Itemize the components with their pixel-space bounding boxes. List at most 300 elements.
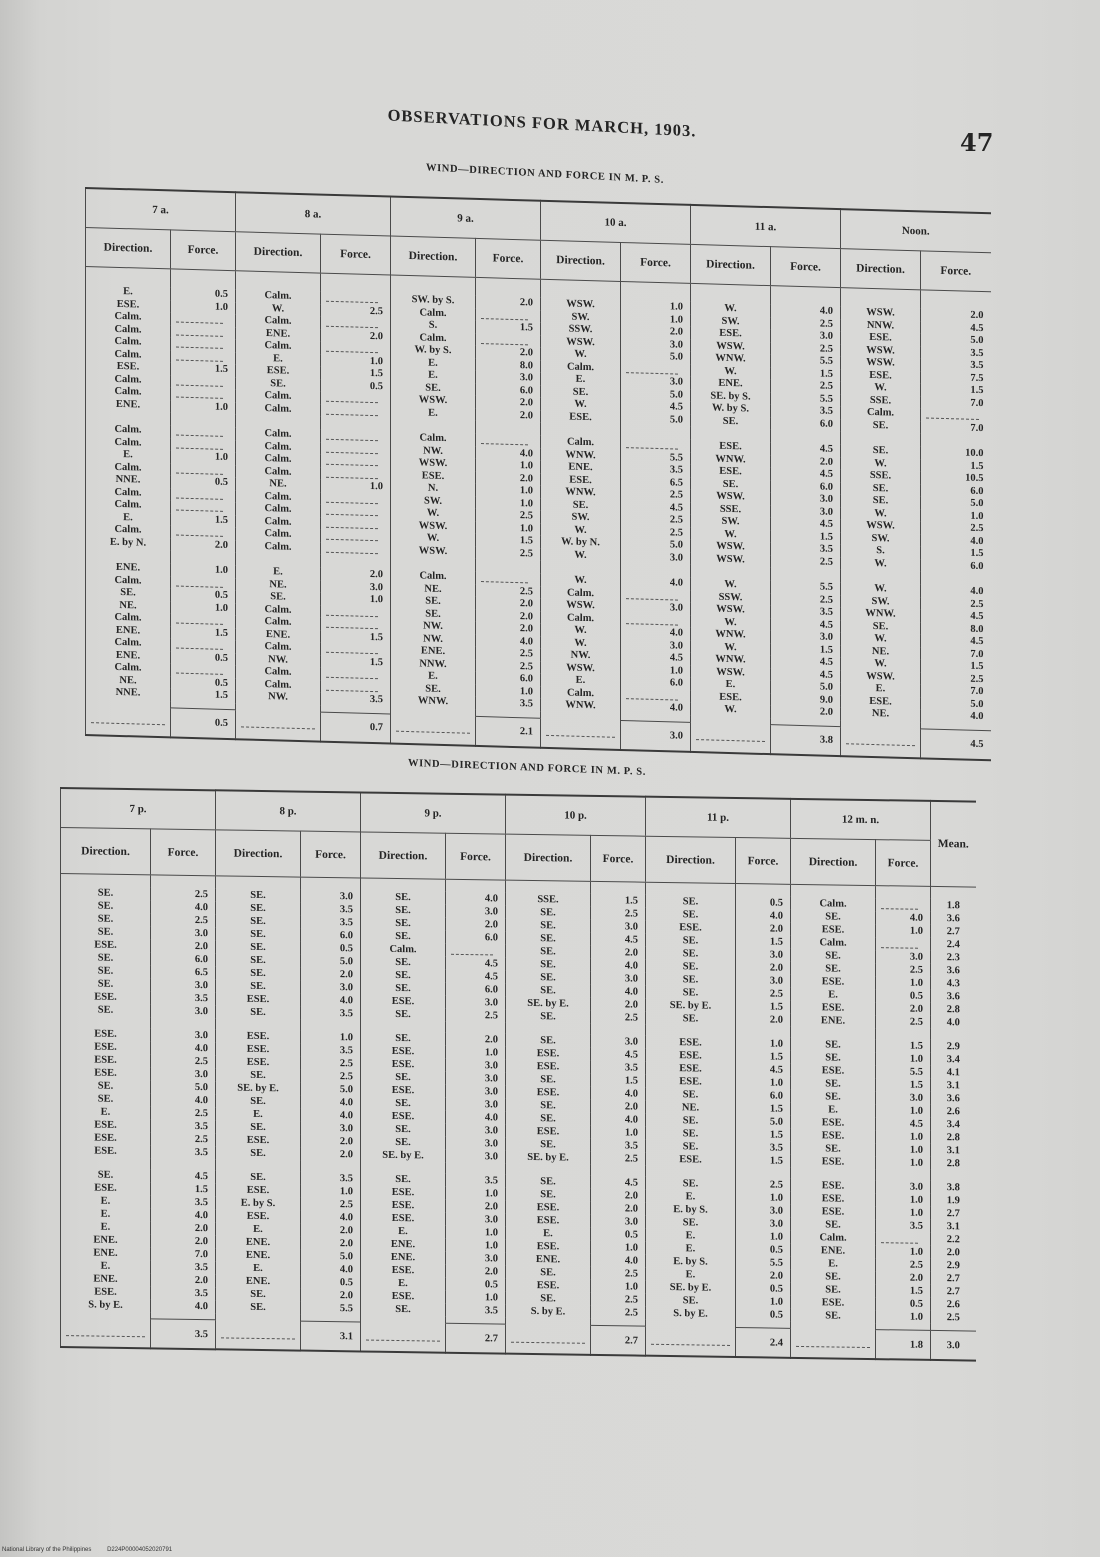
force-cell: 4.0	[151, 1299, 216, 1313]
direction-cell: ESE.	[646, 1036, 736, 1050]
direction-cell: Calm.	[86, 574, 171, 589]
force-cell: 4.0	[591, 985, 646, 999]
direction-cell: ESE.	[691, 327, 771, 342]
force-cell: 4.5	[591, 1048, 646, 1062]
force-cell: 2.5	[921, 597, 991, 611]
force-cell: 2.5	[771, 555, 841, 569]
force-cell: 1.0	[591, 1241, 646, 1255]
direction-cell: S.	[841, 544, 921, 559]
direction-cell: NNW.	[391, 657, 476, 672]
force-cell: 4.5	[771, 655, 841, 669]
direction-cell: SW.	[541, 310, 621, 325]
hour-mean-cell: 3.0	[621, 720, 691, 751]
force-cell: 2.0	[301, 1224, 361, 1238]
force-cell: 6.5	[621, 475, 691, 489]
force-cell: 2.5	[921, 672, 991, 686]
force-cell: 1.5	[171, 688, 236, 702]
direction-cell: SE.	[646, 947, 736, 961]
force-cell: 0.5	[446, 1278, 506, 1292]
hour-header: 10 a.	[541, 201, 691, 245]
direction-cell: W.	[841, 657, 921, 672]
direction-cell: SE.	[216, 940, 301, 954]
direction-cell: ESE.	[791, 1001, 876, 1015]
force-cell	[446, 944, 506, 958]
force-cell: 3.0	[621, 601, 691, 615]
force-cell: 0.5	[171, 588, 236, 602]
spacer-cell	[736, 1026, 791, 1038]
direction-cell: WSW.	[691, 552, 771, 567]
direction-cell: ESE.	[791, 1205, 876, 1219]
force-cell: 1.0	[446, 1291, 506, 1305]
direction-cell: SE.	[61, 1003, 151, 1017]
direction-cell: ESE.	[841, 369, 921, 384]
force-cell: 1.0	[301, 1185, 361, 1199]
force-cell: 3.0	[151, 1004, 216, 1018]
force-cell: 4.0	[591, 959, 646, 973]
direction-cell: WNW.	[841, 607, 921, 622]
force-cell: 3.0	[301, 1122, 361, 1136]
force-cell: 1.0	[921, 509, 991, 523]
force-cell: 1.0	[171, 601, 236, 615]
force-cell: 1.5	[876, 1039, 931, 1053]
direction-cell: WNW.	[691, 452, 771, 467]
daily-mean-cell: 3.1	[931, 1079, 976, 1093]
direction-cell: E.	[216, 1107, 301, 1121]
daily-mean-cell: 2.7	[931, 925, 976, 939]
mean-direction-placeholder	[236, 709, 321, 741]
direction-cell: ESE.	[791, 1179, 876, 1193]
hour-header: Noon.	[841, 209, 991, 253]
direction-cell: SSW.	[691, 590, 771, 605]
force-cell: 9.0	[771, 693, 841, 707]
force-cell: 2.0	[476, 471, 541, 485]
direction-cell: ESE.	[646, 1049, 736, 1063]
force-cell: 3.0	[876, 950, 931, 964]
direction-cell: WNW.	[391, 695, 476, 710]
force-cell: 2.0	[446, 1265, 506, 1279]
force-cell: 2.0	[446, 918, 506, 932]
force-cell: 2.5	[591, 907, 646, 921]
spacer-cell	[301, 1020, 361, 1032]
hour-header: 8 a.	[236, 192, 391, 236]
force-cell: 1.0	[446, 1046, 506, 1060]
force-cell: 1.5	[736, 1000, 791, 1014]
direction-cell: SE.	[646, 973, 736, 987]
footer-library-name: National Library of the Philippines	[2, 1547, 92, 1553]
direction-cell: ESE.	[506, 1214, 591, 1228]
direction-cell: ESE.	[691, 440, 771, 455]
force-cell: 1.0	[876, 1156, 931, 1170]
force-cell: 1.0	[476, 521, 541, 535]
daily-mean-cell: 3.6	[931, 1092, 976, 1106]
spacer-cell	[591, 881, 646, 894]
force-cell: 3.0	[621, 550, 691, 564]
force-cell: 4.0	[591, 1087, 646, 1101]
force-cell: 1.5	[171, 513, 236, 527]
direction-cell: Calm.	[86, 373, 171, 388]
force-cell: 2.0	[476, 296, 541, 310]
direction-cell: Calm.	[541, 686, 621, 701]
direction-cell: Calm.	[841, 406, 921, 421]
force-cell: 4.0	[621, 626, 691, 640]
direction-cell: ESE.	[506, 1086, 591, 1100]
force-cell: 4.0	[921, 709, 991, 723]
direction-cell: E.	[791, 1257, 876, 1271]
direction-cell: SE.	[646, 934, 736, 948]
force-cell: 4.5	[736, 1063, 791, 1077]
force-cell: 3.5	[921, 358, 991, 372]
direction-cell: WSW.	[841, 356, 921, 371]
force-cell: 3.0	[736, 1217, 791, 1231]
direction-cell: ESE.	[791, 1064, 876, 1078]
direction-cell: E.	[236, 565, 321, 580]
force-cell: 1.0	[876, 1130, 931, 1144]
mean-direction-placeholder	[391, 714, 476, 746]
force-cell: 2.5	[591, 1267, 646, 1281]
direction-cell: W.	[691, 302, 771, 317]
force-cell: 3.0	[151, 1028, 216, 1042]
force-cell: 5.0	[921, 697, 991, 711]
force-cell: 2.0	[301, 1148, 361, 1162]
direction-cell: SE.	[506, 1266, 591, 1280]
direction-header: Direction.	[646, 836, 736, 883]
force-cell: 2.5	[151, 1132, 216, 1146]
direction-cell: SE.	[61, 886, 151, 900]
force-cell: 3.0	[771, 492, 841, 506]
force-cell: 4.5	[771, 467, 841, 481]
direction-cell: SE.	[791, 1309, 876, 1323]
direction-header: Direction.	[691, 244, 771, 285]
force-cell: 4.5	[921, 609, 991, 623]
force-cell: 3.0	[591, 1215, 646, 1229]
force-cell: 1.0	[736, 1037, 791, 1051]
direction-cell: ESE.	[506, 1060, 591, 1074]
direction-cell: E.	[61, 1220, 151, 1234]
direction-cell: ESE.	[646, 921, 736, 935]
daily-mean-cell: 3.8	[931, 1181, 976, 1195]
direction-cell: ESE.	[361, 1057, 446, 1071]
daily-mean-cell: 2.8	[931, 1003, 976, 1017]
daily-mean-cell: 2.7	[931, 1285, 976, 1299]
force-cell: 3.5	[591, 1139, 646, 1153]
direction-cell: SE.	[361, 1302, 446, 1316]
direction-cell: ESE.	[361, 1083, 446, 1097]
direction-cell: W. by S.	[391, 344, 476, 359]
direction-cell: E. by N.	[86, 536, 171, 551]
direction-cell: ENE.	[216, 1274, 301, 1288]
direction-cell: ESE.	[506, 1125, 591, 1139]
direction-cell: SE.	[841, 419, 921, 434]
force-cell: 1.0	[736, 1191, 791, 1205]
direction-cell: SE. by E.	[646, 999, 736, 1013]
direction-cell: ESE.	[791, 1116, 876, 1130]
direction-cell: WSW.	[691, 540, 771, 555]
direction-cell: Calm.	[236, 402, 321, 417]
force-cell: 0.5	[736, 1282, 791, 1296]
force-cell: 1.5	[171, 362, 236, 376]
force-cell: 5.5	[771, 354, 841, 368]
force-cell: 1.0	[736, 1076, 791, 1090]
direction-cell: E.	[391, 369, 476, 384]
direction-cell: SW.	[841, 595, 921, 610]
direction-cell: Calm.	[86, 310, 171, 325]
force-cell: 5.0	[301, 955, 361, 969]
direction-cell: Calm.	[236, 640, 321, 655]
direction-cell: NW.	[391, 620, 476, 635]
direction-cell: Calm.	[86, 661, 171, 676]
force-cell: 1.0	[171, 300, 236, 314]
force-cell: 3.5	[301, 916, 361, 930]
force-cell: 2.5	[771, 317, 841, 331]
force-header: Force.	[736, 838, 791, 885]
force-cell: 2.5	[771, 342, 841, 356]
direction-cell: SE.	[216, 1170, 301, 1184]
force-cell: 5.0	[621, 412, 691, 426]
direction-cell: SE. by E.	[646, 1281, 736, 1295]
force-cell: 5.0	[736, 1115, 791, 1129]
force-cell: 1.0	[621, 663, 691, 677]
direction-cell: ENE.	[216, 1248, 301, 1262]
direction-cell: SE.	[361, 1070, 446, 1084]
direction-cell: SW.	[691, 515, 771, 530]
direction-cell: Calm.	[391, 432, 476, 447]
direction-header: Direction.	[391, 236, 476, 277]
direction-cell: ESE.	[691, 465, 771, 480]
force-cell: 3.5	[301, 1007, 361, 1021]
direction-cell: SE.	[506, 1138, 591, 1152]
force-cell: 6.5	[151, 965, 216, 979]
force-header: Force.	[151, 829, 216, 876]
force-cell: 3.5	[921, 346, 991, 360]
spacer-cell	[476, 277, 541, 297]
force-cell: 4.0	[301, 1211, 361, 1225]
force-cell: 3.0	[151, 978, 216, 992]
force-cell: 1.5	[736, 1102, 791, 1116]
direction-cell: SE.	[791, 1038, 876, 1052]
force-cell: 3.0	[321, 580, 391, 594]
force-cell: 2.0	[151, 939, 216, 953]
force-cell: 2.5	[151, 1054, 216, 1068]
force-cell: 0.5	[321, 379, 391, 393]
force-cell: 6.0	[621, 676, 691, 690]
direction-cell: W.	[391, 507, 476, 522]
force-cell: 3.0	[771, 630, 841, 644]
force-cell: 2.0	[301, 1135, 361, 1149]
force-cell: 2.0	[621, 325, 691, 339]
page-title: OBSERVATIONS FOR MARCH, 1903.	[387, 105, 697, 141]
direction-cell: ESE.	[361, 1044, 446, 1058]
force-cell: 3.5	[771, 542, 841, 556]
direction-cell: E. by S.	[646, 1255, 736, 1269]
force-cell: 4.0	[301, 1263, 361, 1277]
spacer-cell	[921, 290, 991, 310]
force-cell: 2.5	[591, 1293, 646, 1307]
daily-mean-cell: 4.0	[931, 1016, 976, 1030]
spacer-cell	[931, 1170, 976, 1182]
force-cell: 3.5	[771, 404, 841, 418]
daily-mean-cell: 2.9	[931, 1040, 976, 1054]
force-cell: 1.5	[321, 655, 391, 669]
direction-cell: SE.	[646, 1127, 736, 1141]
spacer-cell	[506, 880, 591, 894]
force-cell: 3.0	[736, 948, 791, 962]
force-cell: 3.0	[591, 972, 646, 986]
force-cell: 2.5	[476, 509, 541, 523]
force-cell: 1.0	[301, 1031, 361, 1045]
direction-cell: ENE.	[61, 1246, 151, 1260]
force-cell	[876, 898, 931, 912]
direction-cell: ESE.	[506, 1240, 591, 1254]
hour-header: 11 p.	[646, 797, 791, 839]
force-cell: 2.0	[591, 998, 646, 1012]
force-cell: 3.5	[446, 1174, 506, 1188]
direction-cell: Calm.	[236, 339, 321, 354]
direction-cell: E. by S.	[646, 1203, 736, 1217]
direction-cell: NW.	[391, 444, 476, 459]
force-cell: 0.5	[736, 1308, 791, 1322]
direction-header: Direction.	[506, 834, 591, 881]
force-cell: 3.5	[771, 605, 841, 619]
direction-cell: W.	[541, 548, 621, 563]
direction-cell: E.	[646, 1229, 736, 1243]
force-cell: 4.5	[771, 517, 841, 531]
force-cell: 1.0	[476, 684, 541, 698]
direction-cell: E.	[61, 1105, 151, 1119]
force-cell: 2.5	[591, 1152, 646, 1166]
force-cell: 5.0	[621, 350, 691, 364]
force-cell: 1.5	[921, 659, 991, 673]
hour-mean-cell: 2.4	[736, 1328, 791, 1358]
force-cell: 5.0	[621, 538, 691, 552]
force-cell: 2.5	[876, 963, 931, 977]
force-cell: 2.5	[476, 659, 541, 673]
direction-cell: ENE.	[216, 1235, 301, 1249]
force-cell: 3.5	[301, 1172, 361, 1186]
force-cell: 2.0	[876, 1002, 931, 1016]
force-cell: 0.5	[876, 989, 931, 1003]
force-cell: 2.0	[736, 922, 791, 936]
force-cell: 3.5	[476, 697, 541, 711]
force-cell: 4.5	[771, 668, 841, 682]
direction-cell: SE.	[506, 1175, 591, 1189]
force-cell: 2.5	[301, 1198, 361, 1212]
direction-cell: SE.	[216, 1287, 301, 1301]
direction-cell: SE.	[541, 498, 621, 513]
direction-cell: SE.	[791, 1270, 876, 1284]
force-cell: 7.0	[921, 684, 991, 698]
direction-cell: WSW.	[691, 603, 771, 618]
force-cell: 3.0	[736, 974, 791, 988]
force-cell: 0.5	[301, 1276, 361, 1290]
direction-cell: SE.	[691, 414, 771, 429]
evening-table-wrapper	[60, 787, 975, 1362]
direction-cell: SE.	[361, 981, 446, 995]
force-cell: 5.0	[921, 496, 991, 510]
force-cell: 5.5	[771, 392, 841, 406]
direction-cell: S.	[391, 319, 476, 334]
force-cell: 1.5	[736, 1154, 791, 1168]
direction-cell: Calm.	[236, 678, 321, 693]
force-cell: 2.5	[771, 379, 841, 393]
direction-cell: ESE.	[216, 1133, 301, 1147]
direction-cell: SE.	[646, 908, 736, 922]
daily-mean-cell: 3.6	[931, 912, 976, 926]
force-cell: 2.0	[476, 609, 541, 623]
direction-cell: E.	[391, 670, 476, 685]
direction-cell: ESE.	[61, 1066, 151, 1080]
direction-cell: SE.	[361, 968, 446, 982]
force-cell: 4.5	[446, 957, 506, 971]
force-cell: 2.0	[301, 1289, 361, 1303]
direction-header: Direction.	[86, 228, 171, 269]
force-cell: 1.0	[876, 1245, 931, 1259]
mean-direction-placeholder	[86, 705, 171, 737]
force-cell: 1.0	[321, 354, 391, 368]
direction-cell: ENE.	[791, 1014, 876, 1028]
direction-cell: WSW.	[691, 665, 771, 680]
morning-table-wrapper	[85, 187, 990, 761]
direction-cell: ENE.	[86, 398, 171, 413]
hour-mean-cell: 4.5	[921, 728, 991, 759]
direction-cell: ESE.	[216, 992, 301, 1006]
direction-cell: SW.	[541, 511, 621, 526]
force-cell: 3.0	[446, 1098, 506, 1112]
direction-header: Direction.	[841, 249, 921, 290]
direction-cell: W. by N.	[541, 536, 621, 551]
force-cell	[876, 937, 931, 951]
overall-mean-cell: 3.0	[931, 1330, 976, 1360]
direction-cell: ESE.	[61, 1053, 151, 1067]
hour-header: 10 p.	[506, 795, 646, 837]
direction-cell: SE.	[841, 494, 921, 509]
direction-cell: E.	[646, 1190, 736, 1204]
force-cell: 3.0	[446, 1252, 506, 1266]
spacer-cell	[446, 1022, 506, 1034]
direction-cell: E.	[791, 1103, 876, 1117]
direction-cell: SE.	[646, 1140, 736, 1154]
force-cell: 3.5	[151, 991, 216, 1005]
spacer-cell	[876, 886, 931, 899]
force-cell: 4.5	[446, 970, 506, 984]
force-cell: 4.5	[921, 634, 991, 648]
direction-cell: E.	[86, 285, 171, 300]
force-cell: 2.0	[321, 568, 391, 582]
force-cell: 1.0	[446, 1187, 506, 1201]
daily-mean-cell: 2.3	[931, 951, 976, 965]
direction-header: Direction.	[61, 828, 151, 875]
direction-cell: E.	[361, 1276, 446, 1290]
direction-cell: W.	[691, 615, 771, 630]
force-cell: 1.0	[876, 1206, 931, 1220]
direction-header: Direction.	[236, 232, 321, 273]
force-cell: 0.5	[171, 287, 236, 301]
force-cell: 5.0	[301, 1083, 361, 1097]
direction-cell: NE.	[86, 674, 171, 689]
direction-cell: SE.	[646, 1177, 736, 1191]
direction-cell: SE.	[506, 971, 591, 985]
force-cell: 4.5	[591, 933, 646, 947]
force-header: Force.	[876, 840, 931, 887]
mean-direction-placeholder	[216, 1320, 301, 1351]
force-cell: 1.0	[876, 1143, 931, 1157]
direction-cell: ESE.	[61, 1027, 151, 1041]
direction-cell: NNW.	[841, 319, 921, 334]
force-cell: 1.0	[476, 496, 541, 510]
direction-cell: SE.	[61, 964, 151, 978]
direction-cell: WSW.	[841, 344, 921, 359]
force-header: Force.	[321, 234, 391, 275]
direction-cell: ESE.	[791, 1192, 876, 1206]
